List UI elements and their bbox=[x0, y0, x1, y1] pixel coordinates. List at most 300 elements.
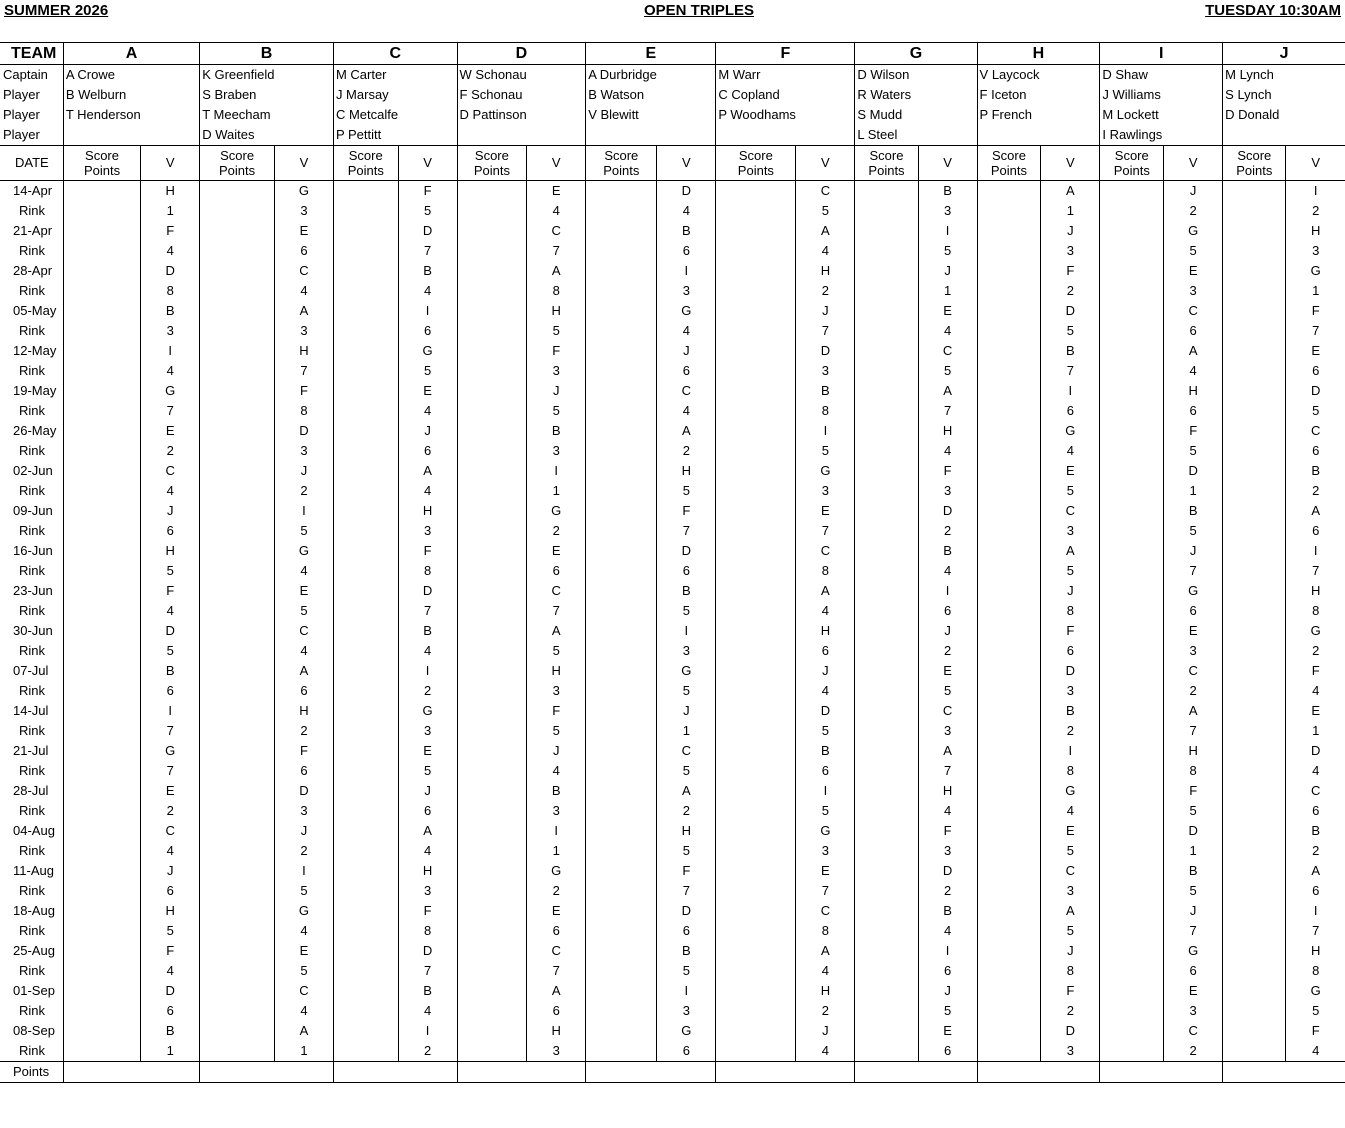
points-entry-cell[interactable] bbox=[63, 961, 140, 981]
score-entry-cell[interactable] bbox=[333, 861, 398, 881]
score-entry-cell[interactable] bbox=[457, 541, 527, 561]
points-entry-cell[interactable] bbox=[855, 1041, 918, 1062]
score-entry-cell[interactable] bbox=[200, 901, 275, 921]
score-entry-cell[interactable] bbox=[1100, 621, 1164, 641]
points-entry-cell[interactable] bbox=[63, 361, 140, 381]
score-entry-cell[interactable] bbox=[333, 981, 398, 1001]
score-entry-cell[interactable] bbox=[1100, 381, 1164, 401]
score-entry-cell[interactable] bbox=[457, 781, 527, 801]
score-entry-cell[interactable] bbox=[63, 261, 140, 281]
score-entry-cell[interactable] bbox=[977, 381, 1041, 401]
score-entry-cell[interactable] bbox=[586, 261, 657, 281]
score-entry-cell[interactable] bbox=[1100, 461, 1164, 481]
score-entry-cell[interactable] bbox=[1223, 341, 1286, 361]
score-entry-cell[interactable] bbox=[977, 541, 1041, 561]
points-entry-cell[interactable] bbox=[586, 241, 657, 261]
points-entry-cell[interactable] bbox=[200, 601, 275, 621]
score-entry-cell[interactable] bbox=[333, 741, 398, 761]
score-entry-cell[interactable] bbox=[716, 621, 796, 641]
points-entry-cell[interactable] bbox=[855, 721, 918, 741]
points-entry-cell[interactable] bbox=[333, 681, 398, 701]
score-entry-cell[interactable] bbox=[586, 421, 657, 441]
score-entry-cell[interactable] bbox=[63, 861, 140, 881]
points-entry-cell[interactable] bbox=[457, 201, 527, 221]
score-entry-cell[interactable] bbox=[1100, 661, 1164, 681]
points-entry-cell[interactable] bbox=[1100, 641, 1164, 661]
score-entry-cell[interactable] bbox=[457, 381, 527, 401]
points-entry-cell[interactable] bbox=[977, 721, 1041, 741]
score-entry-cell[interactable] bbox=[1100, 781, 1164, 801]
score-entry-cell[interactable] bbox=[63, 981, 140, 1001]
points-entry-cell[interactable] bbox=[457, 721, 527, 741]
points-entry-cell[interactable] bbox=[333, 801, 398, 821]
score-entry-cell[interactable] bbox=[977, 901, 1041, 921]
points-entry-cell[interactable] bbox=[1223, 1001, 1286, 1021]
points-entry-cell[interactable] bbox=[855, 281, 918, 301]
score-entry-cell[interactable] bbox=[333, 541, 398, 561]
points-entry-cell[interactable] bbox=[716, 641, 796, 661]
points-entry-cell[interactable] bbox=[586, 321, 657, 341]
score-entry-cell[interactable] bbox=[716, 301, 796, 321]
score-entry-cell[interactable] bbox=[63, 821, 140, 841]
points-entry-cell[interactable] bbox=[716, 521, 796, 541]
score-entry-cell[interactable] bbox=[1223, 261, 1286, 281]
points-entry-cell[interactable] bbox=[977, 441, 1041, 461]
points-entry-cell[interactable] bbox=[716, 281, 796, 301]
points-entry-cell[interactable] bbox=[716, 1001, 796, 1021]
points-entry-cell[interactable] bbox=[1100, 921, 1164, 941]
score-entry-cell[interactable] bbox=[977, 181, 1041, 202]
score-entry-cell[interactable] bbox=[1223, 741, 1286, 761]
points-entry-cell[interactable] bbox=[855, 521, 918, 541]
points-entry-cell[interactable] bbox=[457, 961, 527, 981]
score-entry-cell[interactable] bbox=[1223, 501, 1286, 521]
score-entry-cell[interactable] bbox=[716, 701, 796, 721]
score-entry-cell[interactable] bbox=[855, 541, 918, 561]
score-entry-cell[interactable] bbox=[333, 821, 398, 841]
score-entry-cell[interactable] bbox=[1100, 581, 1164, 601]
score-entry-cell[interactable] bbox=[200, 181, 275, 202]
score-entry-cell[interactable] bbox=[586, 181, 657, 202]
points-entry-cell[interactable] bbox=[63, 801, 140, 821]
points-entry-cell[interactable] bbox=[333, 481, 398, 501]
score-entry-cell[interactable] bbox=[855, 861, 918, 881]
points-entry-cell[interactable] bbox=[457, 361, 527, 381]
points-entry-cell[interactable] bbox=[977, 561, 1041, 581]
points-entry-cell[interactable] bbox=[586, 761, 657, 781]
points-entry-cell[interactable] bbox=[855, 441, 918, 461]
points-entry-cell[interactable] bbox=[63, 761, 140, 781]
points-entry-cell[interactable] bbox=[63, 681, 140, 701]
score-entry-cell[interactable] bbox=[1100, 941, 1164, 961]
points-entry-cell[interactable] bbox=[586, 1041, 657, 1062]
score-entry-cell[interactable] bbox=[586, 981, 657, 1001]
score-entry-cell[interactable] bbox=[63, 621, 140, 641]
score-entry-cell[interactable] bbox=[1100, 701, 1164, 721]
score-entry-cell[interactable] bbox=[716, 741, 796, 761]
points-entry-cell[interactable] bbox=[457, 561, 527, 581]
score-entry-cell[interactable] bbox=[586, 701, 657, 721]
points-entry-cell[interactable] bbox=[457, 481, 527, 501]
points-entry-cell[interactable] bbox=[200, 721, 275, 741]
score-entry-cell[interactable] bbox=[457, 341, 527, 361]
score-entry-cell[interactable] bbox=[1223, 221, 1286, 241]
points-entry-cell[interactable] bbox=[457, 401, 527, 421]
points-entry-cell[interactable] bbox=[333, 1041, 398, 1062]
points-entry-cell[interactable] bbox=[200, 921, 275, 941]
points-entry-cell[interactable] bbox=[333, 321, 398, 341]
score-entry-cell[interactable] bbox=[457, 941, 527, 961]
points-entry-cell[interactable] bbox=[716, 321, 796, 341]
score-entry-cell[interactable] bbox=[333, 381, 398, 401]
points-entry-cell[interactable] bbox=[977, 841, 1041, 861]
score-entry-cell[interactable] bbox=[716, 821, 796, 841]
score-entry-cell[interactable] bbox=[716, 981, 796, 1001]
points-entry-cell[interactable] bbox=[586, 201, 657, 221]
points-entry-cell[interactable] bbox=[200, 681, 275, 701]
score-entry-cell[interactable] bbox=[1223, 941, 1286, 961]
score-entry-cell[interactable] bbox=[63, 781, 140, 801]
points-entry-cell[interactable] bbox=[855, 361, 918, 381]
score-entry-cell[interactable] bbox=[586, 621, 657, 641]
score-entry-cell[interactable] bbox=[200, 1021, 275, 1041]
score-entry-cell[interactable] bbox=[716, 1021, 796, 1041]
points-entry-cell[interactable] bbox=[1100, 1041, 1164, 1062]
score-entry-cell[interactable] bbox=[855, 901, 918, 921]
score-entry-cell[interactable] bbox=[716, 661, 796, 681]
score-entry-cell[interactable] bbox=[855, 381, 918, 401]
points-entry-cell[interactable] bbox=[716, 481, 796, 501]
score-entry-cell[interactable] bbox=[333, 261, 398, 281]
points-entry-cell[interactable] bbox=[586, 401, 657, 421]
score-entry-cell[interactable] bbox=[1100, 301, 1164, 321]
points-entry-cell[interactable] bbox=[977, 961, 1041, 981]
score-entry-cell[interactable] bbox=[1223, 901, 1286, 921]
score-entry-cell[interactable] bbox=[457, 181, 527, 202]
points-entry-cell[interactable] bbox=[63, 721, 140, 741]
score-entry-cell[interactable] bbox=[63, 741, 140, 761]
score-entry-cell[interactable] bbox=[855, 661, 918, 681]
score-entry-cell[interactable] bbox=[855, 421, 918, 441]
points-entry-cell[interactable] bbox=[200, 281, 275, 301]
points-entry-cell[interactable] bbox=[977, 321, 1041, 341]
score-entry-cell[interactable] bbox=[1100, 221, 1164, 241]
points-entry-cell[interactable] bbox=[63, 321, 140, 341]
score-entry-cell[interactable] bbox=[457, 501, 527, 521]
score-entry-cell[interactable] bbox=[586, 661, 657, 681]
points-total-cell[interactable] bbox=[200, 1062, 334, 1083]
score-entry-cell[interactable] bbox=[200, 341, 275, 361]
points-entry-cell[interactable] bbox=[1100, 441, 1164, 461]
score-entry-cell[interactable] bbox=[1223, 821, 1286, 841]
points-entry-cell[interactable] bbox=[716, 201, 796, 221]
score-entry-cell[interactable] bbox=[1223, 581, 1286, 601]
points-entry-cell[interactable] bbox=[1100, 601, 1164, 621]
points-entry-cell[interactable] bbox=[63, 601, 140, 621]
points-entry-cell[interactable] bbox=[333, 721, 398, 741]
points-entry-cell[interactable] bbox=[200, 561, 275, 581]
points-entry-cell[interactable] bbox=[716, 841, 796, 861]
score-entry-cell[interactable] bbox=[333, 221, 398, 241]
points-entry-cell[interactable] bbox=[1100, 401, 1164, 421]
score-entry-cell[interactable] bbox=[586, 781, 657, 801]
score-entry-cell[interactable] bbox=[977, 781, 1041, 801]
points-entry-cell[interactable] bbox=[1223, 841, 1286, 861]
score-entry-cell[interactable] bbox=[855, 581, 918, 601]
score-entry-cell[interactable] bbox=[586, 501, 657, 521]
points-entry-cell[interactable] bbox=[1223, 321, 1286, 341]
score-entry-cell[interactable] bbox=[333, 461, 398, 481]
points-entry-cell[interactable] bbox=[977, 401, 1041, 421]
score-entry-cell[interactable] bbox=[716, 221, 796, 241]
score-entry-cell[interactable] bbox=[200, 421, 275, 441]
points-entry-cell[interactable] bbox=[855, 801, 918, 821]
points-total-cell[interactable] bbox=[457, 1062, 586, 1083]
points-entry-cell[interactable] bbox=[855, 881, 918, 901]
score-entry-cell[interactable] bbox=[977, 301, 1041, 321]
points-entry-cell[interactable] bbox=[586, 841, 657, 861]
score-entry-cell[interactable] bbox=[457, 221, 527, 241]
points-entry-cell[interactable] bbox=[977, 1041, 1041, 1062]
points-entry-cell[interactable] bbox=[855, 401, 918, 421]
score-entry-cell[interactable] bbox=[586, 221, 657, 241]
points-entry-cell[interactable] bbox=[1100, 721, 1164, 741]
score-entry-cell[interactable] bbox=[1100, 501, 1164, 521]
score-entry-cell[interactable] bbox=[1100, 981, 1164, 1001]
score-entry-cell[interactable] bbox=[586, 381, 657, 401]
points-total-cell[interactable] bbox=[855, 1062, 977, 1083]
score-entry-cell[interactable] bbox=[586, 821, 657, 841]
points-entry-cell[interactable] bbox=[63, 921, 140, 941]
score-entry-cell[interactable] bbox=[855, 701, 918, 721]
points-entry-cell[interactable] bbox=[63, 561, 140, 581]
points-entry-cell[interactable] bbox=[586, 961, 657, 981]
score-entry-cell[interactable] bbox=[855, 621, 918, 641]
score-entry-cell[interactable] bbox=[855, 221, 918, 241]
score-entry-cell[interactable] bbox=[586, 1021, 657, 1041]
score-entry-cell[interactable] bbox=[855, 741, 918, 761]
score-entry-cell[interactable] bbox=[977, 581, 1041, 601]
score-entry-cell[interactable] bbox=[586, 341, 657, 361]
points-entry-cell[interactable] bbox=[586, 361, 657, 381]
points-entry-cell[interactable] bbox=[1100, 801, 1164, 821]
points-entry-cell[interactable] bbox=[855, 321, 918, 341]
score-entry-cell[interactable] bbox=[716, 901, 796, 921]
score-entry-cell[interactable] bbox=[977, 981, 1041, 1001]
score-entry-cell[interactable] bbox=[63, 221, 140, 241]
score-entry-cell[interactable] bbox=[333, 621, 398, 641]
points-entry-cell[interactable] bbox=[457, 1041, 527, 1062]
score-entry-cell[interactable] bbox=[63, 1021, 140, 1041]
score-entry-cell[interactable] bbox=[333, 1021, 398, 1041]
points-entry-cell[interactable] bbox=[1223, 361, 1286, 381]
score-entry-cell[interactable] bbox=[855, 261, 918, 281]
score-entry-cell[interactable] bbox=[200, 861, 275, 881]
points-entry-cell[interactable] bbox=[1223, 401, 1286, 421]
score-entry-cell[interactable] bbox=[333, 421, 398, 441]
points-entry-cell[interactable] bbox=[457, 1001, 527, 1021]
points-entry-cell[interactable] bbox=[200, 641, 275, 661]
points-entry-cell[interactable] bbox=[586, 601, 657, 621]
points-entry-cell[interactable] bbox=[586, 641, 657, 661]
points-entry-cell[interactable] bbox=[457, 321, 527, 341]
points-entry-cell[interactable] bbox=[63, 1041, 140, 1062]
points-entry-cell[interactable] bbox=[333, 361, 398, 381]
score-entry-cell[interactable] bbox=[63, 381, 140, 401]
score-entry-cell[interactable] bbox=[716, 861, 796, 881]
points-entry-cell[interactable] bbox=[977, 361, 1041, 381]
score-entry-cell[interactable] bbox=[716, 501, 796, 521]
points-entry-cell[interactable] bbox=[333, 881, 398, 901]
score-entry-cell[interactable] bbox=[200, 581, 275, 601]
points-entry-cell[interactable] bbox=[1223, 881, 1286, 901]
score-entry-cell[interactable] bbox=[457, 461, 527, 481]
points-entry-cell[interactable] bbox=[1223, 721, 1286, 741]
score-entry-cell[interactable] bbox=[63, 661, 140, 681]
points-entry-cell[interactable] bbox=[716, 561, 796, 581]
score-entry-cell[interactable] bbox=[200, 941, 275, 961]
score-entry-cell[interactable] bbox=[586, 861, 657, 881]
points-entry-cell[interactable] bbox=[716, 721, 796, 741]
points-entry-cell[interactable] bbox=[855, 561, 918, 581]
score-entry-cell[interactable] bbox=[63, 421, 140, 441]
score-entry-cell[interactable] bbox=[63, 701, 140, 721]
points-entry-cell[interactable] bbox=[716, 921, 796, 941]
points-entry-cell[interactable] bbox=[1100, 761, 1164, 781]
score-entry-cell[interactable] bbox=[333, 181, 398, 202]
score-entry-cell[interactable] bbox=[457, 1021, 527, 1041]
score-entry-cell[interactable] bbox=[716, 181, 796, 202]
points-entry-cell[interactable] bbox=[586, 441, 657, 461]
score-entry-cell[interactable] bbox=[586, 301, 657, 321]
score-entry-cell[interactable] bbox=[855, 181, 918, 202]
points-entry-cell[interactable] bbox=[1223, 281, 1286, 301]
points-entry-cell[interactable] bbox=[63, 521, 140, 541]
points-entry-cell[interactable] bbox=[1223, 801, 1286, 821]
score-entry-cell[interactable] bbox=[63, 941, 140, 961]
points-entry-cell[interactable] bbox=[1100, 321, 1164, 341]
points-entry-cell[interactable] bbox=[855, 961, 918, 981]
score-entry-cell[interactable] bbox=[457, 661, 527, 681]
score-entry-cell[interactable] bbox=[1100, 901, 1164, 921]
score-entry-cell[interactable] bbox=[200, 221, 275, 241]
points-entry-cell[interactable] bbox=[333, 841, 398, 861]
score-entry-cell[interactable] bbox=[977, 261, 1041, 281]
points-entry-cell[interactable] bbox=[586, 681, 657, 701]
points-entry-cell[interactable] bbox=[1223, 641, 1286, 661]
score-entry-cell[interactable] bbox=[855, 301, 918, 321]
points-entry-cell[interactable] bbox=[1223, 521, 1286, 541]
score-entry-cell[interactable] bbox=[977, 341, 1041, 361]
points-entry-cell[interactable] bbox=[977, 481, 1041, 501]
points-entry-cell[interactable] bbox=[200, 801, 275, 821]
score-entry-cell[interactable] bbox=[333, 501, 398, 521]
points-total-cell[interactable] bbox=[716, 1062, 855, 1083]
points-entry-cell[interactable] bbox=[1223, 241, 1286, 261]
points-entry-cell[interactable] bbox=[586, 721, 657, 741]
score-entry-cell[interactable] bbox=[977, 461, 1041, 481]
score-entry-cell[interactable] bbox=[200, 541, 275, 561]
score-entry-cell[interactable] bbox=[1100, 181, 1164, 202]
points-entry-cell[interactable] bbox=[855, 841, 918, 861]
score-entry-cell[interactable] bbox=[200, 501, 275, 521]
score-entry-cell[interactable] bbox=[977, 861, 1041, 881]
points-entry-cell[interactable] bbox=[1100, 561, 1164, 581]
points-entry-cell[interactable] bbox=[855, 201, 918, 221]
score-entry-cell[interactable] bbox=[586, 541, 657, 561]
score-entry-cell[interactable] bbox=[586, 901, 657, 921]
points-entry-cell[interactable] bbox=[333, 961, 398, 981]
points-entry-cell[interactable] bbox=[977, 201, 1041, 221]
points-entry-cell[interactable] bbox=[977, 241, 1041, 261]
score-entry-cell[interactable] bbox=[200, 741, 275, 761]
points-entry-cell[interactable] bbox=[1100, 241, 1164, 261]
score-entry-cell[interactable] bbox=[977, 741, 1041, 761]
points-entry-cell[interactable] bbox=[977, 521, 1041, 541]
points-entry-cell[interactable] bbox=[200, 841, 275, 861]
score-entry-cell[interactable] bbox=[200, 621, 275, 641]
score-entry-cell[interactable] bbox=[457, 421, 527, 441]
points-entry-cell[interactable] bbox=[1100, 681, 1164, 701]
points-entry-cell[interactable] bbox=[63, 241, 140, 261]
score-entry-cell[interactable] bbox=[855, 981, 918, 1001]
points-entry-cell[interactable] bbox=[333, 761, 398, 781]
points-entry-cell[interactable] bbox=[977, 641, 1041, 661]
points-entry-cell[interactable] bbox=[716, 1041, 796, 1062]
score-entry-cell[interactable] bbox=[716, 941, 796, 961]
score-entry-cell[interactable] bbox=[200, 461, 275, 481]
points-entry-cell[interactable] bbox=[1223, 201, 1286, 221]
points-entry-cell[interactable] bbox=[716, 681, 796, 701]
score-entry-cell[interactable] bbox=[586, 741, 657, 761]
points-entry-cell[interactable] bbox=[333, 1001, 398, 1021]
points-entry-cell[interactable] bbox=[457, 281, 527, 301]
points-entry-cell[interactable] bbox=[457, 441, 527, 461]
points-total-cell[interactable] bbox=[333, 1062, 457, 1083]
score-entry-cell[interactable] bbox=[1100, 261, 1164, 281]
points-entry-cell[interactable] bbox=[200, 321, 275, 341]
score-entry-cell[interactable] bbox=[200, 661, 275, 681]
points-entry-cell[interactable] bbox=[716, 881, 796, 901]
score-entry-cell[interactable] bbox=[855, 341, 918, 361]
score-entry-cell[interactable] bbox=[716, 261, 796, 281]
score-entry-cell[interactable] bbox=[200, 701, 275, 721]
score-entry-cell[interactable] bbox=[1100, 741, 1164, 761]
score-entry-cell[interactable] bbox=[457, 581, 527, 601]
score-entry-cell[interactable] bbox=[1223, 381, 1286, 401]
points-entry-cell[interactable] bbox=[200, 481, 275, 501]
score-entry-cell[interactable] bbox=[63, 461, 140, 481]
points-entry-cell[interactable] bbox=[333, 241, 398, 261]
points-entry-cell[interactable] bbox=[1223, 561, 1286, 581]
score-entry-cell[interactable] bbox=[586, 941, 657, 961]
points-total-cell[interactable] bbox=[977, 1062, 1100, 1083]
points-total-cell[interactable] bbox=[1223, 1062, 1345, 1083]
points-entry-cell[interactable] bbox=[855, 601, 918, 621]
score-entry-cell[interactable] bbox=[1100, 861, 1164, 881]
score-entry-cell[interactable] bbox=[716, 421, 796, 441]
points-entry-cell[interactable] bbox=[63, 641, 140, 661]
score-entry-cell[interactable] bbox=[977, 821, 1041, 841]
score-entry-cell[interactable] bbox=[1100, 541, 1164, 561]
points-entry-cell[interactable] bbox=[63, 201, 140, 221]
score-entry-cell[interactable] bbox=[333, 301, 398, 321]
points-entry-cell[interactable] bbox=[855, 241, 918, 261]
points-entry-cell[interactable] bbox=[63, 481, 140, 501]
score-entry-cell[interactable] bbox=[855, 821, 918, 841]
score-entry-cell[interactable] bbox=[1223, 541, 1286, 561]
score-entry-cell[interactable] bbox=[63, 501, 140, 521]
